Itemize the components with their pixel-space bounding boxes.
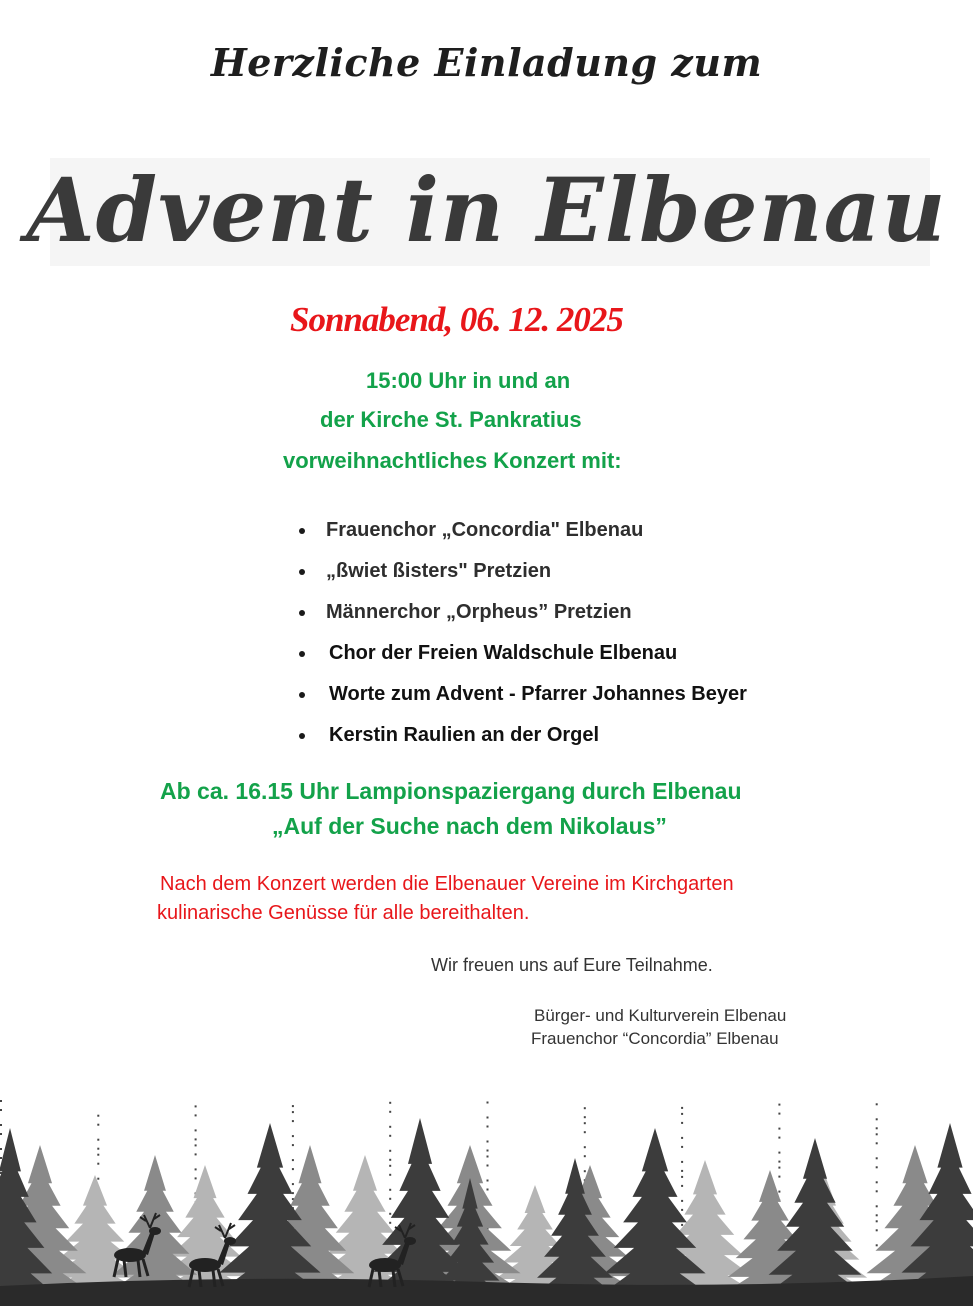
program-item-label: Kerstin Raulien an der Orgel bbox=[329, 724, 600, 746]
program-item bbox=[296, 676, 747, 717]
snow-speck bbox=[195, 1168, 197, 1170]
snow-speck bbox=[681, 1170, 683, 1172]
snow-speck bbox=[681, 1161, 683, 1163]
snow-speck bbox=[292, 1135, 294, 1137]
organizer-1: Bürger- und Kulturverein Elbenau bbox=[534, 1006, 787, 1025]
bullet-icon bbox=[299, 569, 305, 575]
organizer-2: Frauenchor “Concordia” Elbenau bbox=[531, 1029, 779, 1048]
snow-speck bbox=[97, 1154, 99, 1156]
program-item bbox=[296, 635, 747, 676]
snow-speck bbox=[389, 1150, 391, 1152]
snow-speck bbox=[778, 1191, 780, 1193]
snow-speck bbox=[292, 1120, 294, 1122]
program-item-label: Worte zum Advent - Pfarrer Johannes Beyer bbox=[329, 683, 747, 705]
food-note-line2: kulinarische Genüsse für alle bereithalten. bbox=[157, 902, 530, 924]
program-item-label: Chor der Freien Waldschule Elbenau bbox=[329, 642, 678, 664]
snow-speck bbox=[389, 1213, 391, 1215]
page-title: Advent in Elbenau bbox=[26, 158, 947, 262]
snow-speck bbox=[195, 1105, 197, 1107]
program-item bbox=[296, 512, 747, 553]
snow-speck bbox=[389, 1135, 391, 1137]
snow-speck bbox=[487, 1102, 489, 1104]
program-item bbox=[296, 594, 747, 635]
snow-speck bbox=[97, 1148, 99, 1150]
snow-speck bbox=[876, 1190, 878, 1192]
snow-speck bbox=[584, 1131, 586, 1133]
snow-speck bbox=[195, 1177, 197, 1179]
snow-speck bbox=[778, 1161, 780, 1163]
snow-speck bbox=[681, 1107, 683, 1109]
snow-speck bbox=[876, 1205, 878, 1207]
snow-speck bbox=[681, 1146, 683, 1148]
snow-speck bbox=[292, 1159, 294, 1161]
snow-speck bbox=[778, 1167, 780, 1169]
bullet-icon bbox=[299, 651, 305, 657]
snow-speck bbox=[292, 1111, 294, 1113]
snow-speck bbox=[876, 1220, 878, 1222]
snow-speck bbox=[681, 1224, 683, 1226]
snow-speck bbox=[195, 1129, 197, 1131]
event-time: 15:00 Uhr in und an bbox=[366, 368, 571, 393]
snow-speck bbox=[681, 1113, 683, 1115]
snow-speck bbox=[389, 1159, 391, 1161]
snow-speck bbox=[487, 1126, 489, 1128]
snow-speck bbox=[876, 1127, 878, 1129]
snow-speck bbox=[876, 1244, 878, 1246]
snow-speck bbox=[0, 1148, 2, 1150]
snow-speck bbox=[681, 1176, 683, 1178]
snow-speck bbox=[389, 1174, 391, 1176]
snow-speck bbox=[876, 1157, 878, 1159]
snow-speck bbox=[584, 1146, 586, 1148]
snow-speck bbox=[876, 1142, 878, 1144]
program-item-label: Frauenchor „Concordia" Elbenau bbox=[326, 519, 644, 541]
snow-speck bbox=[778, 1113, 780, 1115]
program-item bbox=[296, 553, 747, 594]
snow-speck bbox=[778, 1128, 780, 1130]
snow-speck bbox=[389, 1222, 391, 1224]
program-item-label: „ßwiet ßisters" Pretzien bbox=[326, 560, 552, 582]
snow-speck bbox=[487, 1180, 489, 1182]
snow-speck bbox=[389, 1198, 391, 1200]
snow-speck bbox=[876, 1181, 878, 1183]
winter-forest-illustration bbox=[0, 1090, 973, 1306]
program-list bbox=[296, 512, 747, 758]
snow-speck bbox=[389, 1111, 391, 1113]
snow-speck bbox=[681, 1122, 683, 1124]
snow-speck bbox=[876, 1133, 878, 1135]
snow-speck bbox=[487, 1156, 489, 1158]
snow-speck bbox=[0, 1100, 2, 1102]
program-item bbox=[296, 717, 747, 758]
lantern-walk-time: Ab ca. 16.15 Uhr Lampionspaziergang durch Elbenau bbox=[160, 778, 742, 804]
snow-speck bbox=[681, 1185, 683, 1187]
snow-speck bbox=[876, 1214, 878, 1216]
snow-speck bbox=[195, 1144, 197, 1146]
snow-speck bbox=[97, 1124, 99, 1126]
snow-speck bbox=[389, 1189, 391, 1191]
bullet-icon bbox=[299, 733, 305, 739]
snow-speck bbox=[681, 1209, 683, 1211]
snow-speck bbox=[487, 1141, 489, 1143]
program-item-label: Männerchor „Orpheus” Pretzien bbox=[326, 601, 632, 623]
snow-speck bbox=[487, 1189, 489, 1191]
event-location: der Kirche St. Pankratius bbox=[320, 407, 582, 432]
snow-speck bbox=[876, 1229, 878, 1231]
snow-speck bbox=[97, 1178, 99, 1180]
snow-speck bbox=[0, 1109, 2, 1111]
snow-speck bbox=[876, 1118, 878, 1120]
event-date: Sonnabend, 06. 12. 2025 bbox=[290, 300, 623, 339]
snow-speck bbox=[195, 1138, 197, 1140]
snow-speck bbox=[97, 1115, 99, 1117]
snow-speck bbox=[0, 1124, 2, 1126]
bullet-icon bbox=[299, 528, 305, 534]
invitation-heading: Herzliche Einladung zum bbox=[210, 40, 763, 85]
snow-speck bbox=[876, 1166, 878, 1168]
snow-speck bbox=[195, 1114, 197, 1116]
snow-speck bbox=[584, 1170, 586, 1172]
food-note-line1: Nach dem Konzert werden die Elbenauer Vereine im Kirchgarten bbox=[160, 873, 734, 895]
snow-speck bbox=[778, 1104, 780, 1106]
event-description: vorweihnachtliches Konzert mit: bbox=[283, 448, 622, 473]
snow-speck bbox=[97, 1139, 99, 1141]
snow-speck bbox=[0, 1157, 2, 1159]
thanks-note: Wir freuen uns auf Eure Teilnahme. bbox=[431, 955, 713, 975]
snow-speck bbox=[292, 1105, 294, 1107]
snow-speck bbox=[778, 1137, 780, 1139]
snow-speck bbox=[292, 1144, 294, 1146]
snow-speck bbox=[389, 1165, 391, 1167]
snow-speck bbox=[681, 1200, 683, 1202]
snow-speck bbox=[487, 1117, 489, 1119]
snow-speck bbox=[584, 1116, 586, 1118]
snow-speck bbox=[389, 1102, 391, 1104]
snow-speck bbox=[389, 1126, 391, 1128]
snow-speck bbox=[487, 1165, 489, 1167]
snow-speck bbox=[292, 1168, 294, 1170]
snow-speck bbox=[584, 1155, 586, 1157]
snow-speck bbox=[681, 1137, 683, 1139]
lantern-walk-motto: „Auf der Suche nach dem Nikolaus” bbox=[272, 813, 667, 839]
bullet-icon bbox=[299, 692, 305, 698]
snow-speck bbox=[584, 1122, 586, 1124]
snow-speck bbox=[97, 1163, 99, 1165]
snow-speck bbox=[584, 1107, 586, 1109]
snow-speck bbox=[195, 1153, 197, 1155]
snow-speck bbox=[292, 1183, 294, 1185]
snow-speck bbox=[778, 1152, 780, 1154]
bullet-icon bbox=[299, 610, 305, 616]
snow-speck bbox=[487, 1150, 489, 1152]
snow-speck bbox=[876, 1103, 878, 1105]
snow-speck bbox=[0, 1133, 2, 1135]
snow-speck bbox=[778, 1176, 780, 1178]
